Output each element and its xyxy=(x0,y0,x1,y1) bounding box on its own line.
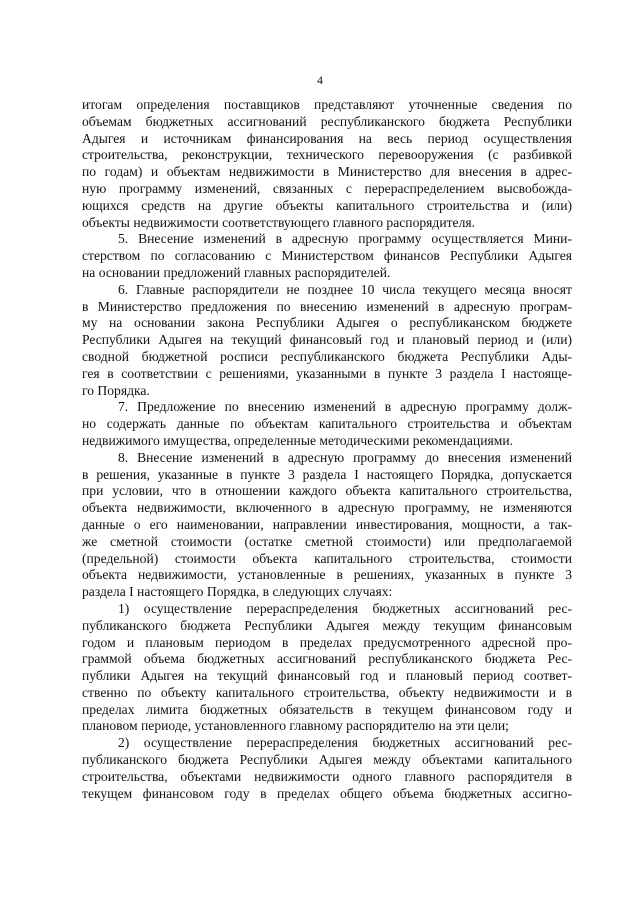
paragraph xyxy=(82,282,572,400)
text-line: объекта недвижимости, включенного в адресную программу, не изменяются xyxy=(82,500,572,516)
text-line: при условии, что в отношении каждого объекта капитального строительства, xyxy=(82,483,572,499)
text-line: граммой объема бюджетных ассигнований республиканского бюджета Рес- xyxy=(82,651,572,667)
text-line: (предельной) стоимости объекта капитального строительства, стоимости xyxy=(82,550,572,566)
paragraph xyxy=(82,450,572,601)
paragraph xyxy=(82,231,572,281)
text-line: в Министерство предложения по внесению изменений в адресную програм- xyxy=(82,298,572,314)
text-line: публиканского бюджета Республики Адыгея между объектами капитального xyxy=(82,752,572,768)
text-line: ющихся средств на другие объекты капитального строительства и (или) xyxy=(82,197,572,213)
text-line: на основании предложений главных распорядителей. xyxy=(82,264,391,280)
text-line: недвижимого имущества, определенные методическими рекомендациями. xyxy=(82,432,514,448)
text-line: данные о его наименовании, направлении инвестирования, мощности, а так- xyxy=(82,516,572,532)
text-line: раздела I настоящего Порядка, в следующих случаях: xyxy=(82,584,393,600)
paragraph xyxy=(82,735,572,802)
text-line: сводной бюджетной росписи республиканского бюджета Республики Ады- xyxy=(82,348,572,364)
text-line: строительства, реконструкции, технического перевооружения (с разбивкой xyxy=(82,147,572,163)
text-line: объемам бюджетных ассигнований республиканского бюджета Республики xyxy=(82,113,572,129)
paragraph xyxy=(82,601,572,735)
text-line: текущем финансовом году в пределах общего объема бюджетных ассигно- xyxy=(82,785,572,801)
text-line: 7. Предложение по внесению изменений в адресную программу долж- xyxy=(118,399,572,415)
text-line: 2) осуществление перераспределения бюджетных ассигнований рес- xyxy=(118,735,572,751)
text-line: строительства, объектами недвижимости одного главного распорядителя в xyxy=(82,768,572,784)
text-line: объекты недвижимости соответствующего главного распорядителя. xyxy=(82,214,476,230)
text-line: го Порядка. xyxy=(82,382,150,398)
text-line: публики Адыгея на текущий финансовый год и плановый период соответ- xyxy=(82,668,572,684)
text-line: Адыгея и источникам финансирования на весь период осуществления xyxy=(82,130,572,146)
text-line: му на основании закона Республики Адыгея о республиканском бюджете xyxy=(82,315,572,331)
text-line: 6. Главные распорядители не позднее 10 числа текущего месяца вносят xyxy=(118,281,572,297)
text-line: публиканского бюджета Республики Адыгея между текущим финансовым xyxy=(82,617,572,633)
text-line: годом и плановым периодом в пределах предусмотренного адресной про- xyxy=(82,634,572,650)
paragraph xyxy=(82,399,572,449)
text-line: по годам) и объектам недвижимости в Министерство для внесения в адрес- xyxy=(82,164,572,180)
text-line: гея в соответствии с решениями, указанными в пункте 3 раздела I настояще- xyxy=(82,365,572,381)
text-line: но содержать данные по объектам капитального строительства и объектам xyxy=(82,416,572,432)
text-line: итогам определения поставщиков представляют уточненные сведения по xyxy=(82,97,572,112)
text-line: ную программу изменений, связанных с перераспределением высвобожда- xyxy=(82,180,572,196)
text-line: Республики Адыгея на текущий финансовый год и плановый период и (или) xyxy=(82,332,572,348)
text-line: 5. Внесение изменений в адресную программу осуществляется Мини- xyxy=(118,231,572,247)
text-line: в решения, указанные в пункте 3 раздела I настоящего Порядка, допускается xyxy=(82,466,572,482)
paragraph xyxy=(82,97,572,231)
text-line: же сметной стоимости (остатке сметной стоимости) или предполагаемой xyxy=(82,533,572,549)
text-line: пределах лимита бюджетных обязательств в текущем финансовом году и xyxy=(82,701,572,717)
document-body xyxy=(82,97,572,802)
text-line: ственно по объекту капитального строительства, объекту недвижимости и в xyxy=(82,684,572,700)
text-line: плановом периоде, установленного главному распорядителю на эти цели; xyxy=(82,718,509,734)
text-line: 8. Внесение изменений в адресную программу до внесения изменений xyxy=(118,449,572,465)
page-number: 4 xyxy=(317,73,323,87)
text-line: 1) осуществление перераспределения бюджетных ассигнований рес- xyxy=(118,600,572,616)
text-line: объекта недвижимости, установленные в решениях, указанных в пункте 3 xyxy=(82,567,572,583)
text-line: стерством по согласованию с Министерством финансов Республики Адыгея xyxy=(82,248,572,264)
